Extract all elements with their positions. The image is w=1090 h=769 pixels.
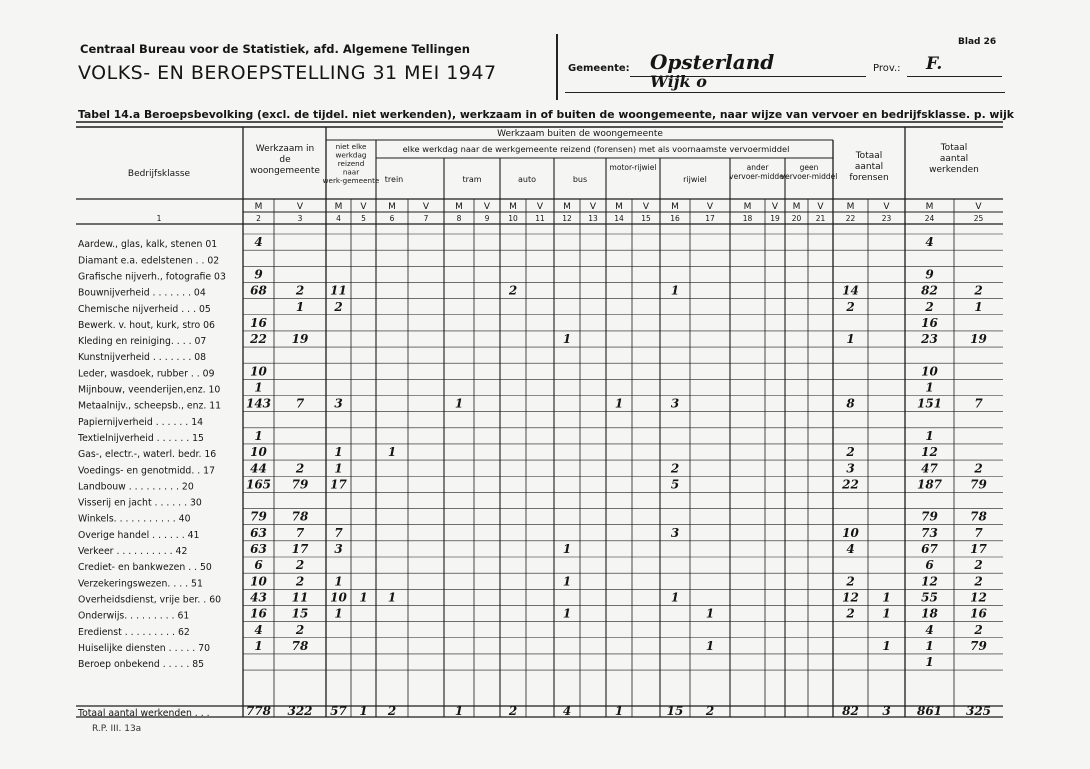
cell-value: 1 <box>254 380 263 395</box>
mv-label-24: M <box>925 202 934 212</box>
mv-label-3: V <box>296 202 304 212</box>
row-label: Beroep onbekend . . . . . 85 <box>78 659 205 671</box>
cell-value: 1 <box>254 428 263 443</box>
cell-value: 79 <box>970 477 987 492</box>
cell-value: 5 <box>670 477 680 492</box>
cell-value: 1 <box>454 396 464 411</box>
cell-value: 44 <box>250 461 267 476</box>
cell-value: 3 <box>334 542 343 556</box>
daily-header: elke werkdag naar de werkgemeente reizend (forensen) met als voornaamste vervoermiddel <box>402 144 790 154</box>
col-number-24: 24 <box>924 214 935 223</box>
cell-value: 68 <box>250 283 267 298</box>
row-label: Grafische nijverh., fotografie 03 <box>78 271 226 283</box>
home-header: woongemeente <box>250 166 320 176</box>
cell-value: 1 <box>562 574 572 589</box>
cell-value: 12 <box>842 590 859 605</box>
cell-value: 17 <box>970 542 987 556</box>
row-label: Verzekeringswezen. . . . 51 <box>78 578 203 590</box>
sheet-number: Blad 26 <box>958 37 997 47</box>
col-number-9: 9 <box>484 214 490 223</box>
row-label: Metaalnijv., scheepsb., enz. 11 <box>78 400 222 412</box>
cell-value: 2 <box>925 299 934 314</box>
not-daily-header: werkdag <box>335 150 367 160</box>
cell-value: 2 <box>295 283 305 298</box>
cell-value: 4 <box>846 542 855 556</box>
cell-value: 1 <box>295 299 305 314</box>
class-header: Bedrijfsklasse <box>127 169 191 179</box>
mv-label-10: M <box>509 202 517 212</box>
transport-5: rijwiel <box>683 175 707 184</box>
col-number-2: 2 <box>256 214 261 223</box>
cell-value: 10 <box>250 364 267 379</box>
transport-7: geen <box>799 163 819 172</box>
bureau-name: Centraal Bureau voor de Statistiek, afd. Algemene Tellingen <box>80 42 470 56</box>
cell-value: 2 <box>846 299 855 314</box>
total-value: 2 <box>387 704 397 718</box>
mv-label-11: V <box>536 202 544 212</box>
row-label: Huiselijke diensten . . . . . 70 <box>78 642 211 654</box>
mv-label-7: V <box>422 202 430 212</box>
cell-value: 4 <box>254 622 263 637</box>
cell-value: 2 <box>295 574 305 589</box>
cell-value: 14 <box>842 283 859 298</box>
cell-value: 1 <box>882 590 891 605</box>
cell-value: 2 <box>974 558 983 573</box>
row-label: Textielnijverheid . . . . . . 15 <box>78 432 204 444</box>
row-label: Crediet- en bankwezen . . 50 <box>78 562 212 574</box>
cell-value: 12 <box>921 445 938 460</box>
total-value: 15 <box>666 704 684 718</box>
cell-value: 10 <box>250 574 267 589</box>
cell-value: 2 <box>974 622 983 637</box>
cell-value: 55 <box>921 590 938 605</box>
total-workers-header: Totaal <box>940 143 968 153</box>
cell-value: 1 <box>846 332 855 347</box>
cell-value: 23 <box>921 332 938 347</box>
mv-label-19: V <box>771 202 779 212</box>
row-label: Mijnbouw, veenderijen,enz. 10 <box>78 384 221 396</box>
cell-value: 2 <box>295 558 305 573</box>
col-number-7: 7 <box>423 214 429 223</box>
mv-label-22: M <box>846 202 855 212</box>
col-number-14: 14 <box>614 214 624 223</box>
cell-value: 1 <box>359 590 368 605</box>
col-number-1: 1 <box>156 214 162 223</box>
cell-value: 3 <box>670 525 680 540</box>
col-number-17: 17 <box>705 214 715 223</box>
col-number-11: 11 <box>535 214 545 223</box>
not-daily-header: niet elke <box>335 142 367 151</box>
mv-label-2: M <box>254 202 263 212</box>
cell-value: 2 <box>295 461 305 476</box>
province-label: Prov.: <box>873 63 901 74</box>
row-label: Overige handel . . . . . . 41 <box>78 529 200 541</box>
row-label: Verkeer . . . . . . . . . . 42 <box>78 546 188 557</box>
cell-value: 10 <box>921 364 938 379</box>
total-value: 1 <box>614 704 624 718</box>
cell-value: 143 <box>245 396 272 411</box>
cell-value: 16 <box>250 606 267 621</box>
cell-value: 7 <box>295 525 305 540</box>
total-value: 82 <box>842 704 859 718</box>
cell-value: 1 <box>387 590 397 605</box>
mv-label-18: M <box>743 202 752 212</box>
cell-value: 4 <box>925 622 934 637</box>
col-number-22: 22 <box>845 214 856 223</box>
cell-value: 2 <box>974 283 983 298</box>
cell-value: 2 <box>295 622 305 637</box>
col-number-15: 15 <box>641 214 651 223</box>
total-commuters-header: Totaal <box>855 151 883 161</box>
cell-value: 2 <box>334 299 343 314</box>
total-value: 322 <box>287 704 313 718</box>
mv-label-13: V <box>589 202 597 212</box>
row-label: Bouwnijverheid . . . . . . . 04 <box>78 287 206 299</box>
total-value: 1 <box>454 704 464 718</box>
row-label: Bewerk. v. hout, kurk, stro 06 <box>78 319 215 331</box>
transport-6: vervoer-middel <box>729 172 786 181</box>
cell-value: 2 <box>974 461 983 476</box>
cell-value: 10 <box>330 590 347 605</box>
col-number-23: 23 <box>881 214 892 223</box>
table-title: Tabel 14.a Beroepsbevolking (excl. de tijdel. niet werkenden), werkzaam in of buiten de woongemeente, naar wijze van vervoer en bedrijfsklasse. p. wijk <box>78 108 1014 121</box>
row-label: Aardew., glas, kalk, stenen 01 <box>78 239 218 251</box>
col-number-19: 19 <box>770 214 780 223</box>
total-value: 861 <box>916 704 943 718</box>
transport-2: auto <box>517 175 537 184</box>
row-label: Papiernijverheid . . . . . . 14 <box>78 416 204 428</box>
cell-value: 79 <box>970 638 987 653</box>
cell-value: 11 <box>291 590 309 605</box>
mv-label-9: V <box>483 202 491 212</box>
home-header: de <box>279 155 291 165</box>
cell-value: 1 <box>670 590 680 605</box>
cell-value: 165 <box>245 477 272 492</box>
col-number-6: 6 <box>389 214 395 223</box>
total-commuters-header: aantal <box>854 162 884 172</box>
cell-value: 67 <box>921 542 938 556</box>
mv-label-6: M <box>388 202 396 212</box>
row-label: Winkels. . . . . . . . . . . 40 <box>78 513 191 525</box>
cell-value: 78 <box>291 638 309 653</box>
not-daily-header: werk-gemeente <box>322 176 380 185</box>
cell-value: 22 <box>250 332 267 347</box>
row-label: Eredienst . . . . . . . . . 62 <box>78 626 190 638</box>
home-header: Werkzaam in <box>255 144 315 154</box>
cell-value: 17 <box>330 477 347 492</box>
cell-value: 2 <box>670 461 680 476</box>
cell-value: 19 <box>970 332 987 347</box>
total-workers-header: werkenden <box>929 165 979 175</box>
cell-value: 79 <box>921 509 938 524</box>
total-value: 4 <box>562 704 572 718</box>
cell-value: 9 <box>254 267 263 282</box>
cell-value: 43 <box>250 590 267 605</box>
cell-value: 2 <box>846 606 855 621</box>
cell-value: 6 <box>925 558 934 573</box>
transport-4: motor-rijwiel <box>609 163 657 172</box>
cell-value: 7 <box>974 396 983 411</box>
cell-value: 9 <box>925 267 934 282</box>
gemeente-value: Opsterland <box>650 50 775 74</box>
col-number-12: 12 <box>562 214 572 223</box>
cell-value: 1 <box>882 606 891 621</box>
cell-value: 73 <box>921 525 938 540</box>
cell-value: 1 <box>562 332 572 347</box>
cell-value: 7 <box>334 525 343 540</box>
cell-value: 1 <box>705 638 715 653</box>
col-number-4: 4 <box>336 214 341 223</box>
cell-value: 1 <box>562 542 572 556</box>
cell-value: 63 <box>250 525 267 540</box>
cell-value: 1 <box>614 396 624 411</box>
cell-value: 17 <box>291 542 309 556</box>
cell-value: 16 <box>250 315 267 330</box>
cell-value: 78 <box>970 509 987 524</box>
mv-label-20: M <box>792 202 801 212</box>
mv-label-14: M <box>615 202 623 212</box>
total-value: 2 <box>705 704 715 718</box>
cell-value: 1 <box>562 606 572 621</box>
cell-value: 16 <box>970 606 987 621</box>
cell-value: 1 <box>925 428 934 443</box>
cell-value: 1 <box>974 299 983 314</box>
row-label: Chemische nijverheid . . . 05 <box>78 303 211 315</box>
cell-value: 7 <box>295 396 305 411</box>
mv-label-5: V <box>360 202 367 212</box>
mv-label-21: V <box>817 202 824 212</box>
col-number-18: 18 <box>742 214 753 223</box>
cell-value: 1 <box>705 606 715 621</box>
row-label: Overheidsdienst, vrije ber. . 60 <box>78 594 222 606</box>
cell-value: 12 <box>970 590 987 605</box>
row-label: Diamant e.a. edelstenen . . 02 <box>78 255 220 267</box>
cell-value: 1 <box>334 606 343 621</box>
cell-value: 1 <box>925 638 934 653</box>
mv-label-12: M <box>563 202 571 212</box>
cell-value: 82 <box>921 283 938 298</box>
transport-3: bus <box>572 175 588 184</box>
mv-label-8: M <box>455 202 463 212</box>
cell-value: 2 <box>846 574 855 589</box>
cell-value: 19 <box>291 332 309 347</box>
transport-1: tram <box>462 175 482 184</box>
total-value: 1 <box>359 704 368 718</box>
row-label: Onderwijs. . . . . . . . . 61 <box>78 610 190 622</box>
cell-value: 151 <box>916 396 943 411</box>
cell-value: 3 <box>846 461 855 476</box>
total-workers-header: aantal <box>939 154 969 164</box>
cell-value: 3 <box>334 396 343 411</box>
row-label: Visserij en jacht . . . . . . 30 <box>78 497 202 509</box>
row-label: Voedings- en genotmidd. . 17 <box>78 465 215 477</box>
total-label: Totaal aantal werkenden . . . <box>78 708 210 719</box>
cell-value: 10 <box>842 525 859 540</box>
cell-value: 2 <box>846 445 855 460</box>
mv-label-17: V <box>706 202 714 212</box>
total-value: 2 <box>508 704 518 718</box>
cell-value: 11 <box>330 283 347 298</box>
cell-value: 1 <box>670 283 680 298</box>
cell-value: 2 <box>508 283 518 298</box>
row-label: Kleding en reiniging. . . . 07 <box>78 336 207 348</box>
cell-value: 1 <box>925 655 934 670</box>
cell-value: 4 <box>925 235 934 250</box>
cell-value: 22 <box>842 477 859 492</box>
mv-label-16: M <box>671 202 679 212</box>
cell-value: 15 <box>291 606 309 621</box>
total-value: 57 <box>330 704 347 718</box>
cell-value: 16 <box>921 315 938 330</box>
not-daily-header: naar <box>342 167 360 177</box>
cell-value: 3 <box>670 396 680 411</box>
row-label: Gas-, electr.-, waterl. bedr. 16 <box>78 449 217 461</box>
cell-value: 6 <box>254 558 263 573</box>
cell-value: 78 <box>291 509 309 524</box>
form-code: R.P. III. 13a <box>92 724 142 734</box>
mv-label-25: V <box>975 202 982 212</box>
total-value: 778 <box>245 704 272 718</box>
cell-value: 1 <box>334 461 343 476</box>
wijk-value: Wijk o <box>650 72 707 91</box>
col-number-25: 25 <box>973 214 984 223</box>
cell-value: 10 <box>250 445 267 460</box>
row-label: Kunstnijverheid . . . . . . . 08 <box>78 352 207 364</box>
cell-value: 1 <box>387 445 397 460</box>
cell-value: 63 <box>250 542 267 556</box>
total-value: 3 <box>882 704 891 718</box>
col-number-16: 16 <box>670 214 680 223</box>
outside-header: Werkzaam buiten de woongemeente <box>497 129 663 139</box>
cell-value: 47 <box>921 461 938 476</box>
cell-value: 79 <box>250 509 267 524</box>
row-label: Landbouw . . . . . . . . . 20 <box>78 481 194 493</box>
province-value: F. <box>926 54 943 74</box>
cell-value: 187 <box>916 477 943 492</box>
cell-value: 7 <box>974 525 983 540</box>
cell-value: 18 <box>921 606 938 621</box>
gemeente-label: Gemeente: <box>568 63 630 74</box>
col-number-10: 10 <box>508 214 518 223</box>
cell-value: 1 <box>334 445 343 460</box>
mv-label-4: M <box>334 202 343 212</box>
cell-value: 1 <box>334 574 343 589</box>
transport-7: vervoer-middel <box>780 172 838 181</box>
cell-value: 12 <box>921 574 938 589</box>
transport-0: trein <box>384 175 404 184</box>
col-number-8: 8 <box>456 214 462 223</box>
cell-value: 1 <box>254 638 263 653</box>
col-number-13: 13 <box>588 214 598 223</box>
cell-value: 4 <box>254 235 263 250</box>
census-title: VOLKS- EN BEROEPSTELLING 31 MEI 1947 <box>78 62 497 84</box>
total-value: 325 <box>965 704 992 718</box>
col-number-5: 5 <box>361 214 366 223</box>
total-commuters-header: forensen <box>849 173 889 183</box>
not-daily-header: reizend <box>337 159 365 168</box>
col-number-3: 3 <box>297 214 303 223</box>
mv-label-23: V <box>883 202 890 212</box>
mv-label-15: V <box>642 202 650 212</box>
row-label: Leder, wasdoek, rubber . . 09 <box>78 368 215 380</box>
col-number-20: 20 <box>791 214 802 223</box>
cell-value: 1 <box>882 638 891 653</box>
cell-value: 8 <box>846 396 855 411</box>
col-number-21: 21 <box>815 214 826 223</box>
cell-value: 79 <box>291 477 309 492</box>
cell-value: 1 <box>925 380 934 395</box>
cell-value: 2 <box>974 574 983 589</box>
transport-6: ander <box>746 163 769 172</box>
